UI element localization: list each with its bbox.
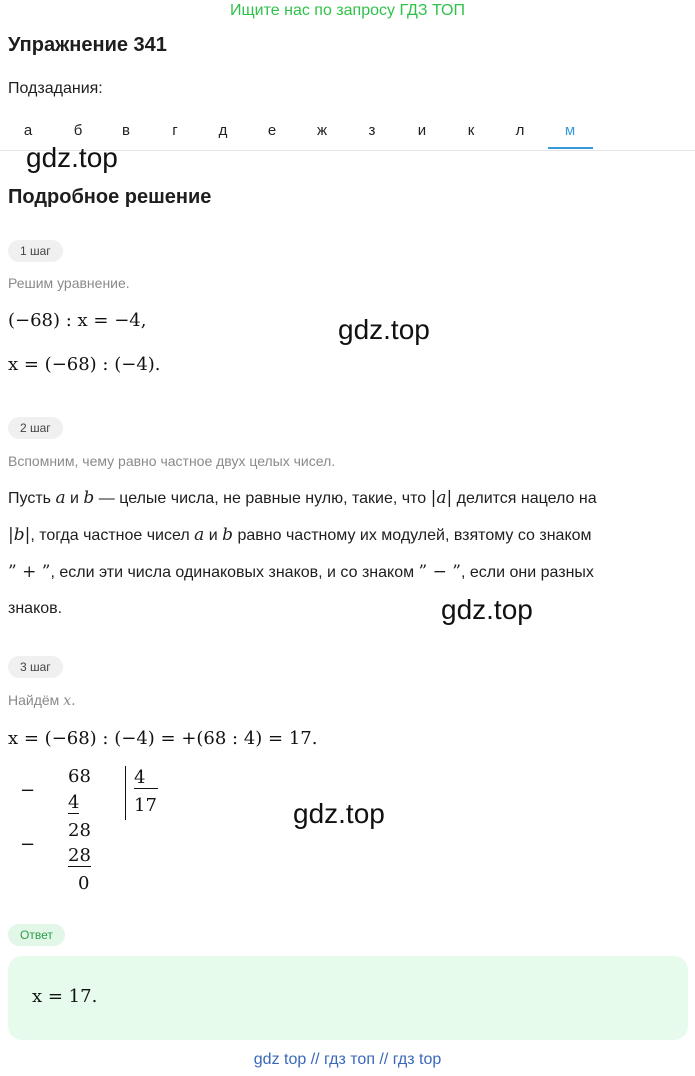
ld-minus-1: − bbox=[20, 780, 36, 801]
ld-vertical-bar bbox=[125, 766, 126, 820]
watermark: gdz.top bbox=[26, 142, 118, 173]
step-2-badge: 2 шаг bbox=[8, 417, 63, 439]
answer-value: x = 17. bbox=[32, 986, 98, 1007]
tab-v[interactable]: в bbox=[122, 122, 130, 139]
watermark: gdz.top bbox=[441, 594, 533, 625]
tab-zh[interactable]: ж bbox=[316, 122, 328, 139]
tab-b[interactable]: б bbox=[73, 122, 83, 139]
ld-divisor: 4 bbox=[134, 768, 158, 789]
step-1-badge: 1 шаг bbox=[8, 240, 63, 262]
step-2-hint: Вспомним, чему равно частное двух целых чисел. bbox=[8, 453, 336, 469]
answer-badge: Ответ bbox=[8, 924, 65, 946]
step-2-rule-text: Пусть a и b — целые числа, не равные нулю, такие, что |a| делится нацело на |b|, тогда частное чисел a и b равно частному их модулей, взятому со знаком ” + ”, если эти числа одинаковых знаков, и со знаком ” − ”, если они разных знаков. bbox=[8, 488, 597, 617]
ld-dividend: 68 bbox=[68, 766, 91, 787]
ld-subtrahend-2: 28 bbox=[68, 845, 91, 866]
tab-d[interactable]: д bbox=[218, 122, 228, 139]
tab-i[interactable]: и bbox=[417, 122, 427, 139]
ld-quotient: 17 bbox=[134, 795, 157, 816]
tab-z[interactable]: з bbox=[368, 122, 376, 139]
active-tab-underline bbox=[548, 147, 593, 149]
step-1-solution: x = (−68) : (−4). bbox=[8, 354, 161, 375]
tab-l[interactable]: л bbox=[515, 122, 525, 139]
tab-k[interactable]: к bbox=[467, 122, 475, 139]
step-3-badge: 3 шаг bbox=[8, 656, 63, 678]
ld-minus-2: − bbox=[20, 834, 36, 855]
tab-a[interactable]: а bbox=[23, 122, 33, 139]
step-1-hint: Решим уравнение. bbox=[8, 275, 130, 291]
tab-g[interactable]: г bbox=[172, 122, 178, 139]
subtasks-label: Подзадания: bbox=[8, 80, 103, 97]
step-3-equation: x = (−68) : (−4) = +(68 : 4) = 17. bbox=[8, 728, 318, 749]
watermark: gdz.top bbox=[293, 798, 385, 829]
step-3-hint: Найдём x. bbox=[8, 692, 76, 709]
step-1-equation: (−68) : x = −4, bbox=[8, 310, 147, 331]
footer-links[interactable]: gdz top // гдз топ // гдз top bbox=[253, 1051, 442, 1068]
watermark: gdz.top bbox=[338, 314, 430, 345]
tab-e[interactable]: е bbox=[267, 122, 277, 139]
tab-m-active[interactable]: м bbox=[564, 122, 576, 139]
ld-remainder-1: 28 bbox=[68, 820, 91, 841]
section-title: Подробное решение bbox=[8, 186, 212, 208]
top-banner[interactable]: Ищите нас по запросу ГДЗ ТОП bbox=[230, 2, 465, 19]
ld-subtrahend-1: 4 bbox=[68, 792, 80, 813]
exercise-title: Упражнение 341 bbox=[8, 34, 167, 56]
answer-box bbox=[8, 956, 688, 1040]
ld-remainder-2: 0 bbox=[78, 873, 90, 894]
